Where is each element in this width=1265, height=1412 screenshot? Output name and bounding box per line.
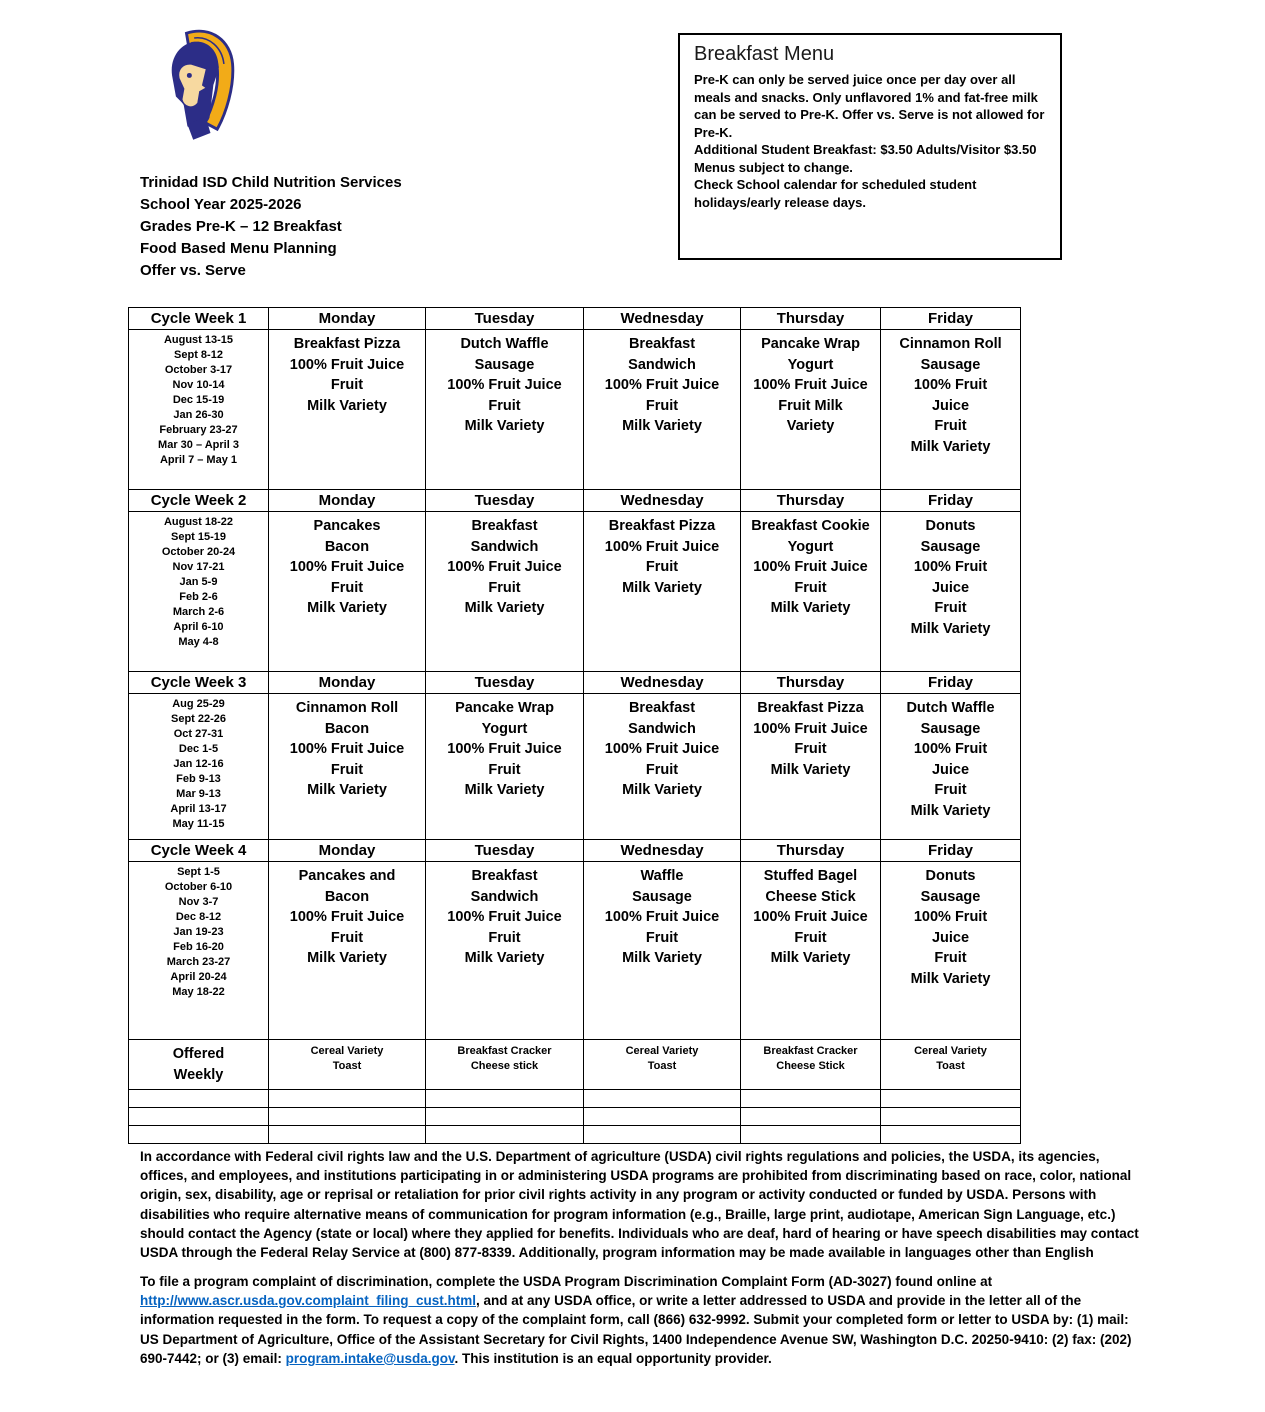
usda-nondiscrimination-paragraph: In accordance with Federal civil rights law and the U.S. Department of agriculture (USDA) civil rights regulations and policies, the USDA, its agencies, offices, and employees, and institutions participating in or administering USDA programs are prohibited from discriminating based on race, color, national origin, sex, disability, age or reprisal or retaliation for prior civil rights activity in any program or activity conducted or funded by USDA. Persons with disabilities who require alternative means of communication for program information (e.g., Braille, large print, audiotape, American Sign Language, etc.) should contact the Agency (state or local) where they applied for benefits. Individuals who are deaf, hard of hearing or have speech disabilities may contact USDA through the Federal Relay Service at (800) 877-8339. Additionally, program information may be made available in languages other than English xyxy=(140,1149,1139,1261)
day-header: Friday xyxy=(881,840,1021,862)
menu-item-line: Pancake Wrap xyxy=(761,336,860,352)
menu-item-line: 100% Fruit Juice xyxy=(289,741,405,757)
info-line-prices: Additional Student Breakfast: $3.50 Adults/Visitor $3.50 xyxy=(694,142,1037,157)
date-line: April 6-10 xyxy=(173,621,224,633)
offered-weekly-cell xyxy=(741,1040,881,1090)
offered-weekly-cell xyxy=(269,1040,426,1090)
date-line: Aug 25-29 xyxy=(172,698,225,710)
menu-item-line: 100% Fruit Juice xyxy=(753,377,868,393)
info-box-title: Breakfast Menu xyxy=(694,43,835,65)
menu-item-line: Breakfast xyxy=(628,336,696,352)
day-menu-cell xyxy=(881,330,1021,490)
date-line: May 18-22 xyxy=(172,986,225,998)
empty-cell xyxy=(584,1090,741,1108)
date-line: March 2-6 xyxy=(172,606,225,618)
menu-item-line: Sausage xyxy=(920,720,981,737)
menu-item-line: 100% Fruit Juice xyxy=(753,720,868,737)
menu-item-line: Milk Variety xyxy=(910,802,991,819)
menu-item-line: Sandwich xyxy=(628,720,696,737)
date-line: Dec 15-19 xyxy=(172,394,225,406)
menu-item-line: 100% Fruit Juice xyxy=(289,909,405,925)
day-header: Friday xyxy=(881,490,1021,512)
day-menu-cell xyxy=(426,512,584,672)
menu-item-line: Fruit xyxy=(645,397,679,414)
day-header: Tuesday xyxy=(426,840,584,862)
menu-item-line: Sausage xyxy=(920,888,981,905)
menu-item-line: Sandwich xyxy=(470,538,539,555)
empty-cell xyxy=(881,1126,1021,1144)
menu-item-line: 100% Fruit Juice xyxy=(604,741,720,757)
menu-item-line: Donuts xyxy=(925,518,976,534)
menu-item-line: Breakfast Pizza xyxy=(757,700,864,716)
date-line: October 20-24 xyxy=(161,546,236,558)
date-line: October 3-17 xyxy=(164,364,233,376)
menu-item-line: Sandwich xyxy=(470,888,539,905)
day-menu-cell xyxy=(584,330,741,490)
menu-item-line: Juice xyxy=(931,579,970,596)
day-menu-cell xyxy=(269,694,426,840)
menu-item-line: 100% Fruit Juice xyxy=(447,377,562,393)
day-menu-cell xyxy=(741,862,881,1040)
menu-item-line: 100% Fruit xyxy=(913,559,988,575)
menu-item-line: Milk Variety xyxy=(464,600,545,616)
empty-cell xyxy=(269,1126,426,1144)
empty-cell xyxy=(129,1090,269,1108)
menu-item-line: Milk Variety xyxy=(622,950,702,966)
menu-item-line: Stuffed Bagel xyxy=(763,868,858,884)
empty-cell xyxy=(426,1126,584,1144)
day-header: Wednesday xyxy=(584,840,741,862)
date-line: Mar 9-13 xyxy=(176,788,221,800)
week-content-row xyxy=(129,862,1021,1040)
offered-weekly-cell xyxy=(881,1040,1021,1090)
empty-cell xyxy=(129,1108,269,1126)
menu-item-line: Fruit xyxy=(488,929,521,946)
day-menu-cell xyxy=(881,694,1021,840)
offered-item-line: Toast xyxy=(332,1060,362,1072)
offered-item-line: Cereal Variety xyxy=(914,1045,987,1057)
menu-item-line: Juice xyxy=(931,397,970,414)
complaint-text-part2: , and at any USDA office, or write a letter addressed to USDA and provide in the letter all of the information requested in the form. To request a copy of the complaint form, call (866) 632-9992. Submit your completed form or letter to USDA by: (1) mail: US Department of Agriculture, Office of the Assistant Secretary for Civil Rights, 1400 Independence Avenue SW, Washington D.C. 20250-9410: (2) fax: (202) 690-7442; or (3) email: xyxy=(140,1293,1132,1366)
day-menu-cell xyxy=(881,862,1021,1040)
week-header-row xyxy=(129,840,1021,862)
menu-item-line: Juice xyxy=(931,929,970,946)
day-menu-cell xyxy=(426,330,584,490)
menu-item-line: 100% Fruit Juice xyxy=(753,909,868,925)
offered-weekly-label xyxy=(129,1040,269,1090)
empty-cell xyxy=(881,1090,1021,1108)
day-header: Tuesday xyxy=(426,490,584,512)
week-dates-cell xyxy=(129,512,269,672)
week-header-row xyxy=(129,490,1021,512)
menu-item-line: Milk Variety xyxy=(770,600,851,616)
empty-cell xyxy=(584,1126,741,1144)
menu-item-line: Sausage xyxy=(474,356,535,373)
offered-item-line: Cheese stick xyxy=(470,1060,539,1072)
menu-item-line: Juice xyxy=(931,761,970,778)
menu-item-line: Breakfast xyxy=(471,868,538,884)
date-line: Sept 8-12 xyxy=(174,349,223,361)
menu-item-line: Dutch Waffle xyxy=(906,700,995,716)
day-header: Tuesday xyxy=(426,308,584,330)
menu-item-line: 100% Fruit Juice xyxy=(289,559,405,575)
menu-item-line: Milk Variety xyxy=(307,782,387,798)
menu-item-line: Sandwich xyxy=(628,356,696,373)
offered-weekly-row xyxy=(129,1040,1021,1090)
empty-cell xyxy=(741,1090,881,1108)
date-line: Jan 5-9 xyxy=(179,576,218,588)
day-header: Monday xyxy=(269,672,426,694)
day-header: Friday xyxy=(881,308,1021,330)
menu-item-line: Bacon xyxy=(324,888,370,905)
date-line: Feb 9-13 xyxy=(176,773,221,785)
menu-item-line: Milk Variety xyxy=(770,761,851,778)
date-line: October 6-10 xyxy=(164,881,233,893)
day-menu-cell xyxy=(269,862,426,1040)
complaint-text-part1: To file a program complaint of discrimination, complete the USDA Program Discrimination Complaint Form (AD-3027) found online at xyxy=(140,1274,993,1289)
offered-item-line: Breakfast Cracker xyxy=(763,1045,858,1057)
date-line: March 23-27 xyxy=(166,956,231,968)
menu-item-line: Milk Variety xyxy=(770,950,851,966)
day-menu-cell xyxy=(881,512,1021,672)
day-menu-cell xyxy=(741,512,881,672)
menu-item-line: Breakfast Cookie xyxy=(751,518,870,534)
date-line: Sept 15-19 xyxy=(170,531,227,543)
menu-item-line: Fruit xyxy=(488,579,521,596)
date-line: Sept 22-26 xyxy=(170,713,227,725)
week-label: Cycle Week 2 xyxy=(129,490,269,512)
menu-item-line: Fruit xyxy=(794,929,827,946)
menu-item-line: 100% Fruit Juice xyxy=(604,909,720,925)
usda-complaint-paragraph xyxy=(140,1272,1140,1368)
empty-cell xyxy=(584,1108,741,1126)
date-line: Dec 1-5 xyxy=(178,743,219,755)
date-line: April 13-17 xyxy=(170,803,227,815)
empty-row xyxy=(129,1108,1021,1126)
info-box-body xyxy=(694,71,1046,211)
day-header: Wednesday xyxy=(584,308,741,330)
org-line-school-year: School Year 2025-2026 xyxy=(140,196,302,213)
menu-item-line: Milk Variety xyxy=(307,950,387,966)
menu-item-line: Milk Variety xyxy=(464,418,545,434)
trojan-mascot-logo xyxy=(150,26,246,146)
menu-item-line: 100% Fruit Juice xyxy=(447,909,562,925)
date-line: May 4-8 xyxy=(178,636,219,648)
day-menu-cell xyxy=(426,694,584,840)
date-line: Feb 2-6 xyxy=(179,591,218,603)
menu-item-line: Milk Variety xyxy=(910,620,991,637)
info-line-subject-to-change: Menus subject to change. xyxy=(694,159,853,175)
menu-item-line: 100% Fruit Juice xyxy=(753,559,868,575)
offered-item-line: Toast xyxy=(936,1060,965,1072)
org-line-offer-vs-serve: Offer vs. Serve xyxy=(140,262,246,279)
menu-item-line: Fruit xyxy=(794,579,827,596)
menu-item-line: Sausage xyxy=(632,888,692,905)
week-header-row xyxy=(129,672,1021,694)
date-line: May 11-15 xyxy=(172,818,225,830)
org-line-name: Trinidad ISD Child Nutrition Services xyxy=(140,174,402,191)
week-header-row xyxy=(129,308,1021,330)
menu-item-line: Milk Variety xyxy=(307,600,387,616)
menu-item-line: Sausage xyxy=(920,356,981,373)
week-label: Cycle Week 3 xyxy=(129,672,269,694)
week-content-row xyxy=(129,330,1021,490)
menu-item-line: Pancakes xyxy=(313,518,381,534)
date-line: August 18-22 xyxy=(163,516,234,528)
menu-item-line: Fruit xyxy=(488,397,521,414)
day-menu-cell xyxy=(584,512,741,672)
menu-item-line: Milk Variety xyxy=(622,782,702,798)
week-content-row xyxy=(129,694,1021,840)
date-line: Jan 19-23 xyxy=(173,926,224,938)
menu-item-line: Yogurt xyxy=(787,356,834,373)
empty-cell xyxy=(741,1126,881,1144)
menu-item-line: 100% Fruit xyxy=(913,909,988,925)
day-menu-cell xyxy=(269,512,426,672)
complaint-form-link[interactable]: http://www.ascr.usda.gov.complaint_filing_cust.html xyxy=(140,1293,477,1309)
org-heading-block xyxy=(140,172,402,282)
date-line: August 13-15 xyxy=(163,334,234,346)
menu-item-line: 100% Fruit Juice xyxy=(447,559,562,575)
day-header: Tuesday xyxy=(426,672,584,694)
day-header: Thursday xyxy=(741,308,881,330)
day-header: Thursday xyxy=(741,840,881,862)
menu-item-line: Milk Variety xyxy=(307,397,387,414)
empty-cell xyxy=(881,1108,1021,1126)
menu-item-line: 100% Fruit Juice xyxy=(604,538,720,555)
week-dates-cell xyxy=(129,862,269,1040)
date-line: Nov 10-14 xyxy=(172,379,225,391)
menu-item-line: Fruit xyxy=(330,377,364,393)
menu-item-line: Breakfast xyxy=(628,700,696,716)
menu-item-line: Pancake Wrap xyxy=(455,700,554,716)
empty-cell xyxy=(269,1090,426,1108)
empty-row xyxy=(129,1126,1021,1144)
menu-item-line: 100% Fruit Juice xyxy=(289,356,405,373)
week-label: Cycle Week 1 xyxy=(129,308,269,330)
menu-item-line: Milk Variety xyxy=(622,579,702,596)
menu-item-line: Fruit xyxy=(645,559,679,575)
menu-item-line: Sausage xyxy=(920,538,981,555)
date-line: Jan 12-16 xyxy=(173,758,224,770)
empty-cell xyxy=(129,1126,269,1144)
menu-item-line: Milk Variety xyxy=(464,950,545,966)
menu-item-line: 100% Fruit Juice xyxy=(604,377,720,393)
info-line-prek-rules: Pre-K can only be served juice once per day over all meals and snacks. Only unflavored 1% and fat-free milk can be served to Pre-K. Offer vs. Serve is not allowed for Pre-K. xyxy=(694,72,1045,140)
usda-email-link[interactable]: program.intake@usda.gov xyxy=(285,1350,455,1366)
empty-cell xyxy=(741,1108,881,1126)
date-line: Feb 16-20 xyxy=(173,941,224,953)
menu-item-line: 100% Fruit xyxy=(913,377,988,393)
breakfast-menu-info-box xyxy=(678,33,1062,260)
menu-item-line: Bacon xyxy=(324,720,370,737)
date-line: Dec 8-12 xyxy=(175,911,222,923)
menu-item-line: Milk Variety xyxy=(910,438,991,455)
menu-item-line: Donuts xyxy=(925,868,976,884)
day-header: Wednesday xyxy=(584,490,741,512)
date-line: Nov 17-21 xyxy=(172,561,225,573)
date-line: February 23-27 xyxy=(159,424,238,436)
offered-item-line: Breakfast Cracker xyxy=(457,1045,552,1057)
offered-weekly-cell xyxy=(584,1040,741,1090)
menu-item-line: Fruit xyxy=(330,761,364,778)
menu-item-line: Fruit xyxy=(934,600,967,616)
day-header: Friday xyxy=(881,672,1021,694)
day-header: Monday xyxy=(269,490,426,512)
menu-item-line: Milk Variety xyxy=(464,782,545,798)
menu-item-line: Bacon xyxy=(324,538,370,555)
org-line-menu-planning: Food Based Menu Planning xyxy=(140,240,337,257)
menu-item-line: Milk Variety xyxy=(910,970,991,987)
info-line-calendar: Check School calendar for scheduled student holidays/early release days. xyxy=(694,177,977,210)
week-dates-cell xyxy=(129,330,269,490)
empty-cell xyxy=(426,1108,584,1126)
date-line: Nov 3-7 xyxy=(178,896,219,908)
menu-table-body xyxy=(129,308,1021,1144)
menu-item-line: Cinnamon Roll xyxy=(295,700,399,716)
date-line: Oct 27-31 xyxy=(173,728,224,740)
menu-item-line: Waffle xyxy=(640,868,684,884)
menu-item-line: Cheese Stick xyxy=(765,888,856,905)
menu-item-line: Milk Variety xyxy=(622,418,702,434)
empty-row xyxy=(129,1090,1021,1108)
menu-item-line: Fruit xyxy=(488,761,521,778)
date-line: Mar 30 – April 3 xyxy=(158,439,239,451)
offered-item-line: Toast xyxy=(647,1060,677,1072)
menu-item-line: Breakfast xyxy=(471,518,538,534)
menu-item-line: Fruit xyxy=(934,782,967,798)
date-line: April 7 – May 1 xyxy=(159,454,238,466)
day-menu-cell xyxy=(741,330,881,490)
week-content-row xyxy=(129,512,1021,672)
menu-item-line: Yogurt xyxy=(481,720,528,737)
day-header: Wednesday xyxy=(584,672,741,694)
menu-item-line: Fruit xyxy=(330,929,364,946)
menu-item-line: Variety xyxy=(786,418,835,434)
offered-label-line: Offered xyxy=(172,1046,225,1062)
date-line: Sept 1-5 xyxy=(177,866,220,878)
menu-item-line: Cinnamon Roll xyxy=(899,336,1002,352)
day-header: Monday xyxy=(269,308,426,330)
menu-item-line: Pancakes and xyxy=(298,868,396,884)
day-menu-cell xyxy=(584,694,741,840)
menu-item-line: Fruit xyxy=(934,418,967,434)
menu-item-line: Dutch Waffle xyxy=(460,336,549,352)
day-menu-cell xyxy=(741,694,881,840)
menu-item-line: Fruit xyxy=(645,929,679,946)
day-menu-cell xyxy=(269,330,426,490)
empty-cell xyxy=(269,1108,426,1126)
offered-item-line: Cheese Stick xyxy=(776,1060,845,1072)
day-menu-cell xyxy=(426,862,584,1040)
date-line: April 20-24 xyxy=(170,971,227,983)
menu-item-line: Fruit xyxy=(645,761,679,778)
menu-item-line: 100% Fruit xyxy=(913,741,988,757)
day-menu-cell xyxy=(584,862,741,1040)
menu-item-line: Fruit xyxy=(330,579,364,596)
date-line: Jan 26-30 xyxy=(173,409,224,421)
complaint-text-part3: . This institution is an equal opportunity provider. xyxy=(454,1350,772,1366)
menu-item-line: Breakfast Pizza xyxy=(608,518,716,534)
org-line-grades: Grades Pre-K – 12 Breakfast xyxy=(140,218,342,235)
menu-item-line: 100% Fruit Juice xyxy=(447,741,562,757)
empty-cell xyxy=(426,1090,584,1108)
week-dates-cell xyxy=(129,694,269,840)
day-header: Thursday xyxy=(741,672,881,694)
offered-item-line: Cereal Variety xyxy=(310,1045,384,1057)
day-header: Monday xyxy=(269,840,426,862)
menu-item-line: Fruit xyxy=(794,741,827,757)
offered-weekly-cell xyxy=(426,1040,584,1090)
week-label: Cycle Week 4 xyxy=(129,840,269,862)
offered-label-line: Weekly xyxy=(173,1067,224,1083)
menu-item-line: Fruit Milk xyxy=(778,397,843,414)
menu-item-line: Breakfast Pizza xyxy=(293,336,401,352)
menu-item-line: Fruit xyxy=(934,950,967,966)
day-header: Thursday xyxy=(741,490,881,512)
menu-item-line: Yogurt xyxy=(787,538,834,555)
offered-item-line: Cereal Variety xyxy=(625,1045,699,1057)
breakfast-menu-table xyxy=(128,307,1021,1144)
